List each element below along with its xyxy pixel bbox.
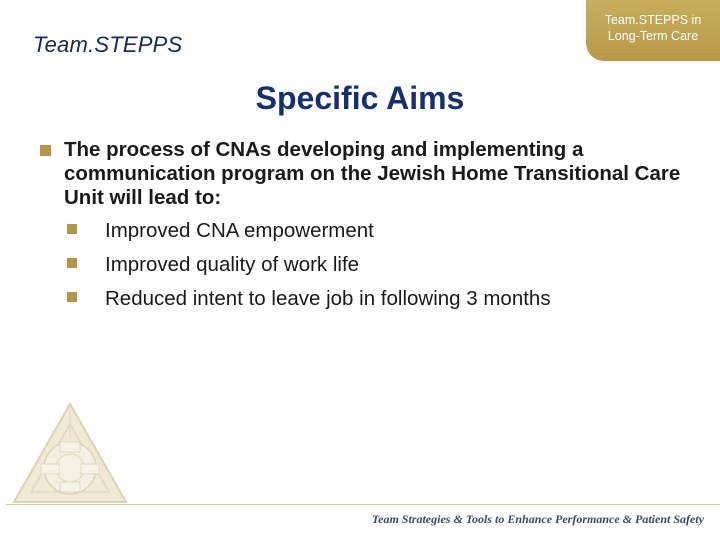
ribbon-line-1: Team.STEPPS in	[604, 13, 702, 27]
footer-divider	[6, 504, 720, 505]
sub-bullet	[63, 214, 698, 248]
sub-bullet	[63, 248, 698, 282]
footer-tagline: Team Strategies & Tools to Enhance Performance & Patient Safety	[371, 512, 704, 526]
sub-bullet-list	[38, 214, 698, 316]
square-bullet-icon	[67, 258, 77, 268]
sub-bullet	[63, 282, 698, 316]
corner-ribbon	[586, 0, 720, 61]
brand-title: Team.STEPPS	[33, 32, 183, 57]
slide-body	[38, 138, 698, 316]
ribbon-line-2: Long-Term Care	[607, 29, 699, 43]
sub-bullet-text: Reduced intent to leave job in following 3 months	[105, 287, 551, 310]
square-bullet-icon	[67, 224, 77, 234]
main-bullet	[38, 138, 698, 210]
teamstepps-triangle-logo-icon	[8, 398, 132, 515]
slide-title: Specific Aims	[255, 80, 465, 116]
ribbon-text	[586, 12, 720, 44]
sub-bullet-text: Improved CNA empowerment	[105, 219, 374, 242]
sub-bullet-text: Improved quality of work life	[105, 253, 360, 276]
square-bullet-icon	[67, 292, 77, 302]
main-bullet-text: The process of CNAs developing and implementing a communication program on the Jewish Home Transitional Care Unit will lead to:	[64, 138, 681, 209]
square-bullet-icon	[40, 145, 51, 156]
